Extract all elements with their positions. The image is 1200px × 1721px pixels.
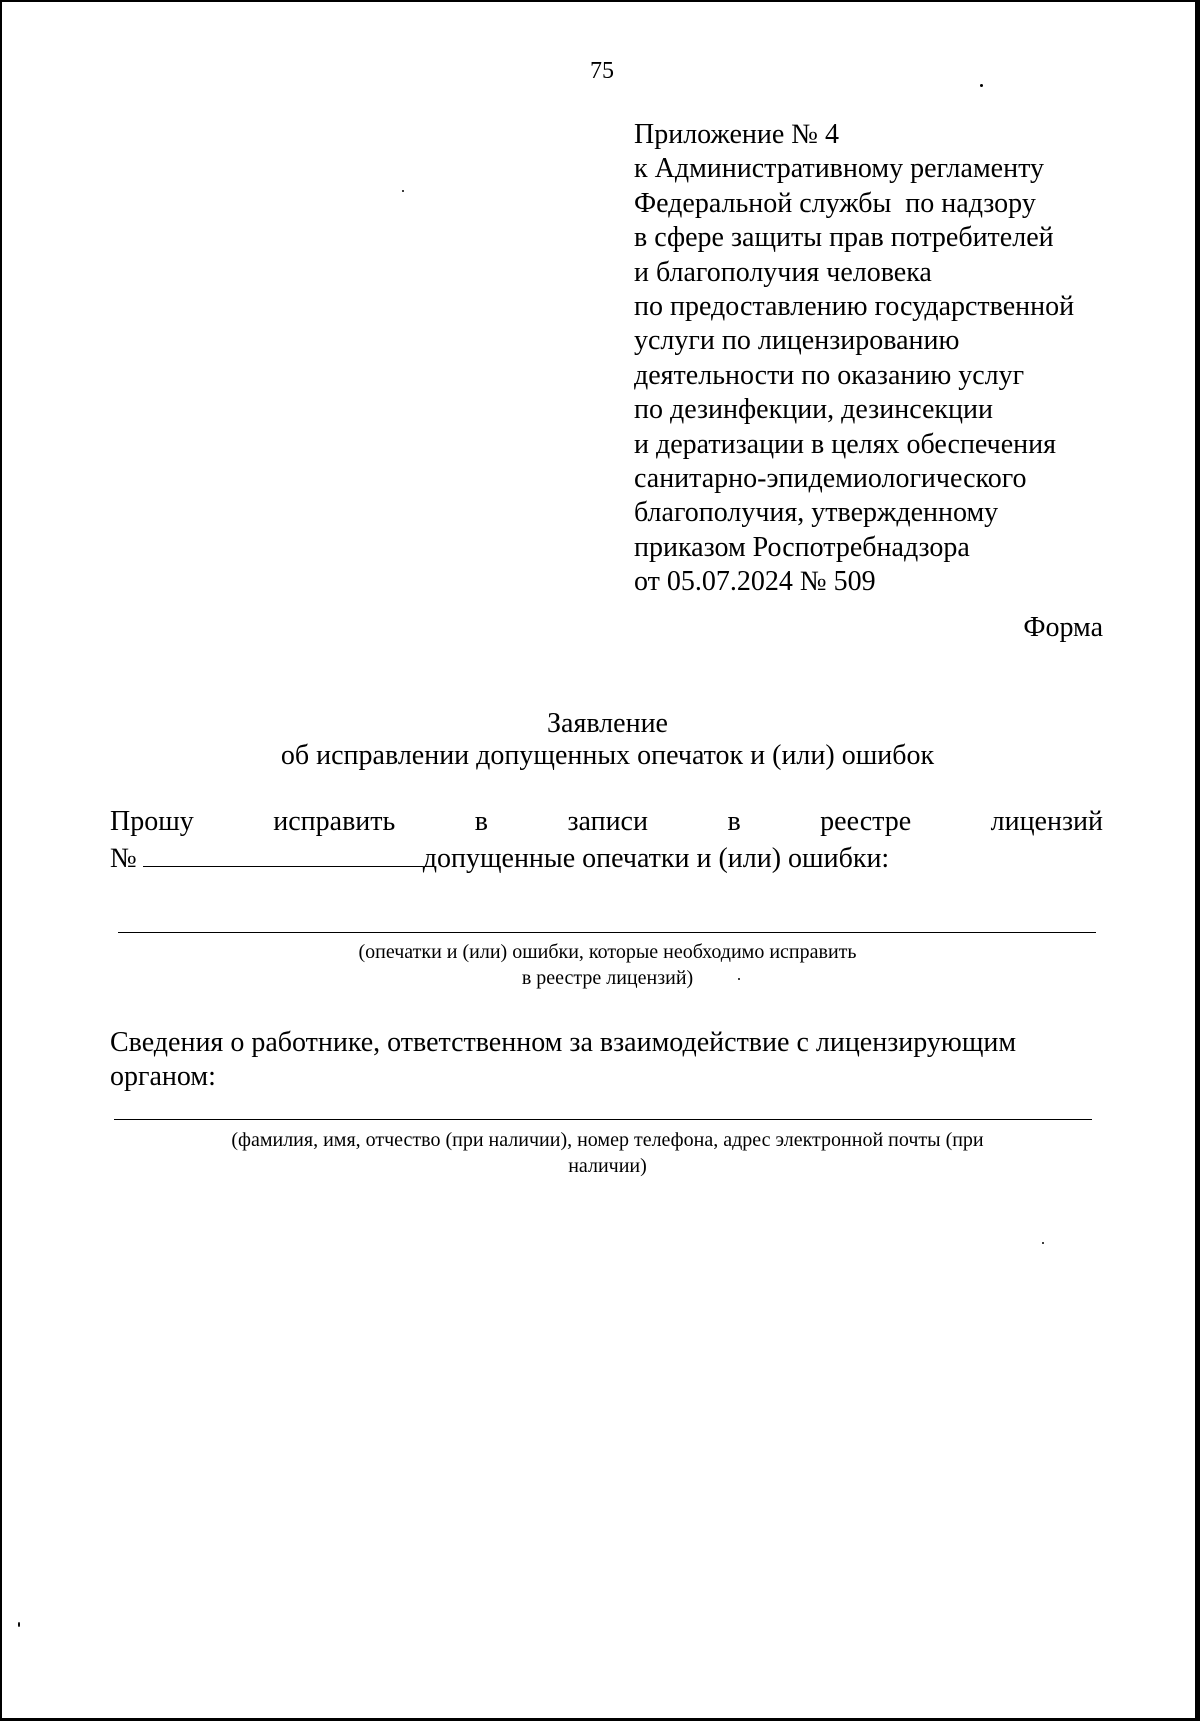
number-sign: № bbox=[110, 843, 137, 874]
request-line-2 bbox=[110, 840, 889, 875]
appendix-line: услуги по лицензированию bbox=[634, 325, 960, 357]
scan-border-right bbox=[1195, 0, 1200, 1721]
appendix-line: от 05.07.2024 № 509 bbox=[634, 566, 876, 598]
scan-border-left bbox=[0, 0, 2, 1721]
request-word: в bbox=[727, 806, 741, 837]
appendix-line: благополучия, утвержденному bbox=[634, 497, 999, 529]
appendix-line: деятельности по оказанию услуг bbox=[634, 359, 1025, 391]
worker-blank-line[interactable] bbox=[114, 1119, 1092, 1120]
errors-hint-line: в реестре лицензий) bbox=[521, 967, 694, 989]
request-word: исправить bbox=[273, 806, 396, 837]
form-label: Форма bbox=[1023, 612, 1103, 643]
document-title: Заявление bbox=[547, 708, 668, 739]
worker-hint-line: (фамилия, имя, отчество (при наличии), номер телефона, адрес электронной почты (при bbox=[231, 1129, 984, 1151]
scan-speck bbox=[402, 190, 404, 192]
appendix-header bbox=[634, 118, 1074, 600]
appendix-line: Федеральной службы по надзору bbox=[634, 187, 1036, 219]
appendix-line: санитарно-эпидемиологического bbox=[634, 463, 1027, 495]
scan-speck bbox=[980, 84, 983, 87]
license-number-blank[interactable] bbox=[143, 840, 423, 867]
scan-speck bbox=[738, 978, 740, 980]
scan-speck bbox=[18, 1622, 20, 1627]
request-word: Прошу bbox=[110, 806, 194, 837]
page-number: 75 bbox=[590, 58, 614, 84]
appendix-line: по дезинфекции, дезинсекции bbox=[634, 394, 993, 426]
request-word: записи bbox=[567, 806, 648, 837]
errors-hint-line: (опечатки и (или) ошибки, которые необходимо исправить bbox=[358, 941, 857, 963]
worker-hint-line: наличии) bbox=[568, 1155, 647, 1177]
appendix-line: приказом Роспотребнадзора bbox=[634, 531, 970, 563]
appendix-line: и дератизации в целях обеспечения bbox=[634, 428, 1057, 460]
appendix-line: по предоставлению государственной bbox=[634, 291, 1075, 323]
errors-hint bbox=[0, 939, 1200, 991]
scan-speck bbox=[1042, 1242, 1044, 1244]
request-rest: допущенные опечатки и (или) ошибки: bbox=[422, 843, 890, 874]
appendix-line: к Административному регламенту bbox=[634, 153, 1044, 185]
request-word: в bbox=[474, 806, 488, 837]
scan-border-top bbox=[0, 0, 1200, 2]
appendix-line: и благополучия человека bbox=[634, 256, 932, 288]
request-line-1 bbox=[110, 806, 1103, 838]
request-word: лицензий bbox=[990, 806, 1103, 837]
errors-blank-line[interactable] bbox=[118, 932, 1096, 933]
appendix-line: в сфере защиты прав потребителей bbox=[634, 222, 1054, 254]
worker-heading: Сведения о работнике, ответственном за взаимодействие с лицензирующим органом: bbox=[110, 1027, 1017, 1092]
worker-hint bbox=[0, 1127, 1200, 1179]
appendix-line: Приложение № 4 bbox=[634, 119, 839, 150]
document-subtitle: об исправлении допущенных опечаток и (или) ошибок bbox=[280, 740, 935, 771]
request-word: реестре bbox=[820, 806, 912, 837]
